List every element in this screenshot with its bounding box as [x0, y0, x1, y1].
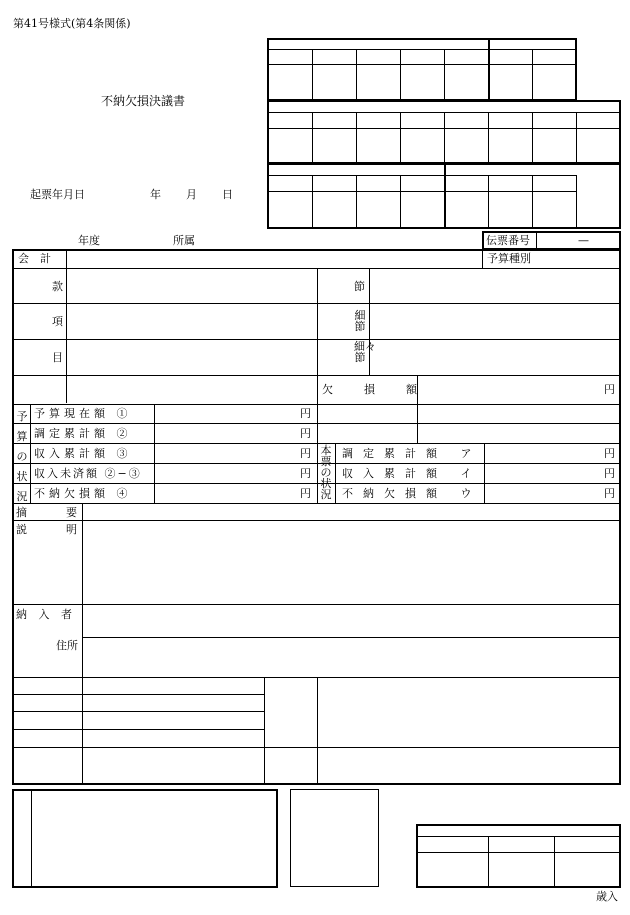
stamp-block-1 [267, 38, 577, 101]
payer-label: 納 入 者 [16, 608, 76, 621]
budget-status-row-4: 収入未済額 ②−③ [34, 467, 142, 480]
draft-date-day: 日 [222, 188, 233, 201]
budget-yen-1: 円 [300, 407, 311, 420]
budget-yen-5: 円 [300, 487, 311, 500]
bottom-left-box [12, 789, 278, 888]
deficit-amount-label: 欠 損 額 [322, 383, 427, 396]
budget-status-row-5: 不納欠損額 ④ [34, 487, 132, 500]
kan-label: 款 [52, 280, 63, 293]
slip-number-value: — [578, 234, 589, 247]
footer-text: 歳入 [596, 890, 618, 903]
voucher-yen-2: 円 [604, 467, 615, 480]
slip-number-label: 伝票番号 [486, 234, 530, 247]
setsu-label: 節 [354, 280, 365, 293]
voucher-yen-1: 円 [604, 447, 615, 460]
budget-status-row-1: 予算現在額 ① [34, 407, 132, 420]
draft-date-month: 月 [186, 188, 197, 201]
address-label: 住所 [56, 639, 78, 652]
draft-date-label: 起票年月日 [30, 188, 85, 201]
moku-label: 目 [52, 351, 63, 364]
deficit-yen: 円 [604, 383, 615, 396]
budget-status-row-3: 収入累計額 ③ [34, 447, 132, 460]
voucher-status-row-2: 収入累計額 イ [342, 467, 482, 480]
draft-date-year: 年 [150, 188, 161, 201]
summary-label: 摘 要 [16, 506, 91, 519]
document-title: 不納欠損決議書 [101, 94, 186, 108]
voucher-status-row-1: 調定累計額 ア [342, 447, 482, 460]
saisetsu-label: 細節 [354, 309, 366, 333]
explanation-label: 説 明 [16, 523, 91, 536]
budget-yen-3: 円 [300, 447, 311, 460]
saisaisetsu-label: 細々節 [354, 340, 376, 364]
bottom-right-box [416, 824, 621, 888]
budget-status-side-label: 予算の状況 [16, 410, 28, 503]
kaikei-label: 会 計 [18, 252, 51, 265]
budget-yen-2: 円 [300, 427, 311, 440]
budget-type-label: 予算種別 [487, 252, 531, 265]
form-number: 第41号様式(第4条関係) [13, 17, 131, 30]
voucher-status-side-label: 本票の状況 [320, 444, 332, 501]
department-label: 所属 [173, 234, 195, 247]
budget-yen-4: 円 [300, 467, 311, 480]
voucher-status-row-3: 不納欠損額 ウ [342, 487, 482, 500]
kou-label: 項 [52, 315, 63, 328]
bottom-center-box [290, 789, 379, 887]
budget-status-row-2: 調定累計額 ② [34, 427, 132, 440]
voucher-yen-3: 円 [604, 487, 615, 500]
fiscal-year-label: 年度 [78, 234, 100, 247]
